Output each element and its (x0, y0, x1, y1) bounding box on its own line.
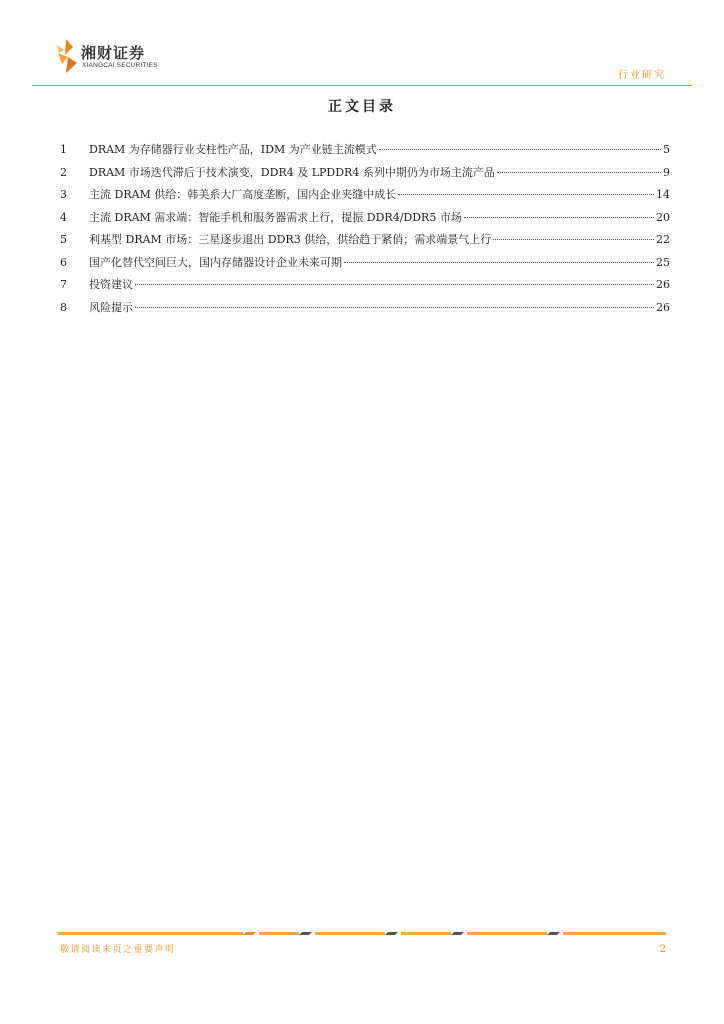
toc-entry-number: 4 (60, 210, 67, 224)
toc-entry-title: 利基型 DRAM 市场：三星逐步退出 DDR3 供给，供给趋于紧俏；需求端景气上行 (89, 233, 492, 246)
toc-entry-title: DRAM 市场迭代滞后于技术演变，DDR4 及 LPDDR4 系列中期仍为市场主流产品 (89, 165, 495, 179)
toc-entry[interactable] (60, 233, 670, 256)
page-header (0, 0, 724, 90)
toc-entry-title: DRAM 为存储器行业支柱性产品，IDM 为产业链主流模式 (89, 143, 377, 156)
toc-entry-title: 主流 DRAM 供给：韩美系大厂高度垄断，国内企业夹缝中成长 (89, 188, 397, 201)
toc-entry-number: 6 (60, 255, 67, 269)
toc-entry-page: 25 (656, 255, 670, 269)
toc-entry-page: 5 (663, 143, 670, 156)
toc-entry[interactable] (60, 143, 670, 166)
toc-dot-leader (135, 307, 654, 308)
page-number: 2 (659, 944, 666, 955)
toc-entry-page: 26 (656, 278, 670, 291)
toc-dot-leader (464, 217, 654, 218)
toc-title: 正文目录 (328, 99, 396, 115)
toc-dot-leader (497, 172, 661, 173)
company-logo (56, 38, 166, 78)
logo-name-en: XIANGCAI SECURITIES (82, 62, 158, 69)
toc-entry[interactable] (60, 166, 670, 189)
toc-entry-number: 2 (60, 165, 67, 179)
toc-entry-page: 26 (656, 300, 670, 314)
toc-entry-title: 国产化替代空间巨大，国内存储器设计企业未来可期 (89, 255, 342, 269)
toc-dot-leader (493, 239, 654, 240)
toc-entry-title: 投资建议 (89, 278, 133, 291)
toc-entry[interactable] (60, 188, 670, 211)
toc-entry-number: 5 (60, 233, 67, 246)
toc-entry-title: 风险提示 (89, 300, 133, 314)
toc-entry[interactable] (60, 301, 670, 324)
toc-entry-number: 3 (60, 188, 67, 201)
footer-decorative-bar (58, 932, 666, 936)
toc-entry-page: 9 (663, 165, 670, 179)
toc-entry[interactable] (60, 278, 670, 301)
footer-disclaimer: 敬请阅读末页之重要声明 (60, 945, 176, 955)
toc-entry-number: 7 (60, 278, 67, 291)
header-divider (32, 85, 692, 86)
toc-entry-number: 1 (60, 143, 67, 156)
toc-entry-number: 8 (60, 300, 67, 314)
toc-dot-leader (398, 194, 654, 195)
toc-entry[interactable] (60, 256, 670, 279)
toc-entry[interactable] (60, 211, 670, 234)
toc-dot-leader (379, 149, 661, 150)
toc-entry-title: 主流 DRAM 需求端：智能手机和服务器需求上行，提振 DDR4/DDR5 市场 (89, 210, 462, 224)
toc-dot-leader (344, 262, 654, 263)
logo-mark-icon (56, 38, 80, 74)
toc-dot-leader (135, 284, 654, 285)
toc-entry-page: 14 (656, 188, 670, 201)
toc-entry-page: 20 (656, 210, 670, 224)
logo-name-cn: 湘财证券 (81, 44, 146, 62)
table-of-contents (60, 143, 670, 323)
report-category-label: 行业研究 (618, 70, 666, 81)
toc-entry-page: 22 (656, 233, 670, 246)
